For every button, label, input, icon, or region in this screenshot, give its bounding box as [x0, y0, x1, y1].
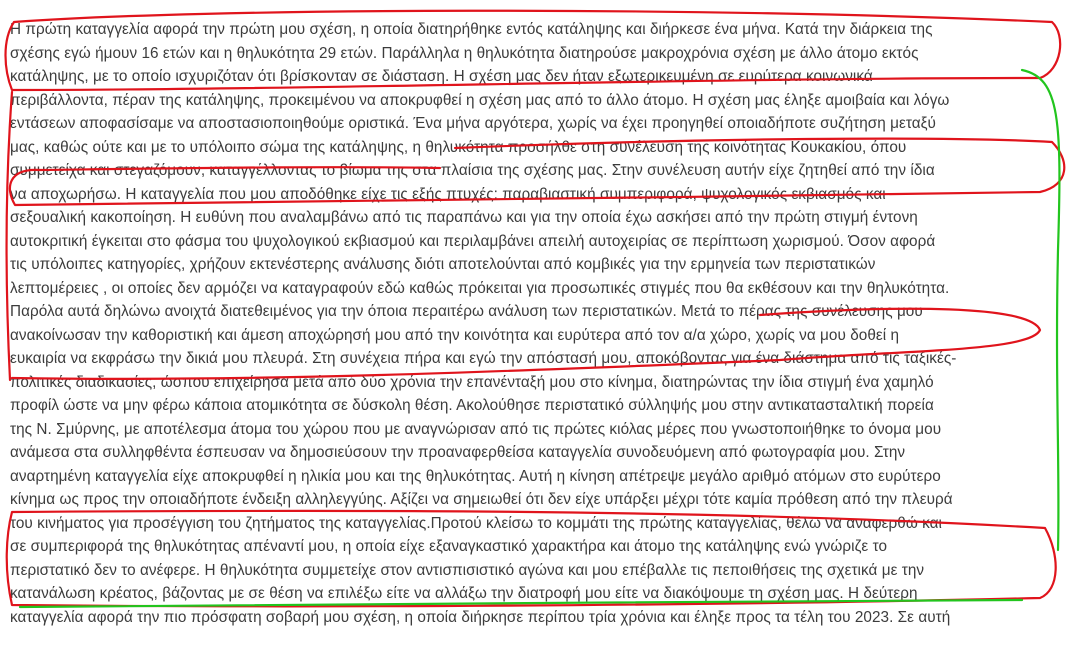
- text-line: αναρτημένη καταγγελία είχε αποκρυφθεί η ηλικία μου και της θηλυκότητας. Αυτή η κίνηση απέτρεψε μεγάλο αριθμό ατόμων στο ευρύτερο: [10, 468, 941, 485]
- text-line: κατανάλωση κρέατος, βάζοντας με σε θέση να επιλέξω είτε να αλλάξω την διατροφή μου είτε να διακόψουμε τη σχέση μας. Η δεύτερη: [10, 585, 918, 602]
- text-line: ευκαιρία να εκφράσω την δικιά μου πλευρά. Στη συνέχεια πήρα και εγώ την απόστασή μου, αποκόβοντας για ένα διάστημα από τις ταξικές-: [10, 350, 957, 367]
- text-line: σεξουαλική κακοποίηση. Η ευθύνη που αναλαμβάνω από τις παραπάνω και για την οποία έχω ασκήσει από την πρώτη στιγμή έντονη: [10, 209, 918, 226]
- text-line: περιβάλλοντα, πέραν της κατάληψης, προκειμένου να αποκρυφθεί η σχέση μας από το άλλο άτομο. Η σχέση μας έληξε αμοιβαία και λόγω: [10, 92, 950, 109]
- text-line: κατάληψης, με το οποίο ισχυριζόταν ότι βρίσκονταν σε διάσταση. Η σχέση μας δεν ήταν εξωτερικευμένη σε ευρύτερα κοινωνικά: [10, 68, 873, 85]
- text-line: προφίλ ώστε να μην φέρω κάποια ατομικότητα σε δύσκολη θέση. Ακολούθησε περιστατικό σύλληψής μου στην αντικατασταλτική πορεία: [10, 397, 934, 414]
- text-line: να αποχωρήσω. Η καταγγελία που μου αποδόθηκε είχε τις εξής πτυχές: παραβιαστική συμπεριφορά, ψυχολογικός εκβιασμός και: [10, 186, 886, 203]
- text-line: τις υπόλοιπες κατηγορίες, χρήζουν εκτενέστερης ανάλυσης διότι αποτελούνται από κομβικές για την ερμηνεία των περιστατικών: [10, 256, 876, 273]
- text-line: μας, καθώς ούτε και με το υπόλοιπο σώμα της κατάληψης, η θηλυκότητα προσήλθε στη συνέλευση της κοινότητας Κουκακίου, όπου: [10, 139, 907, 156]
- text-line: λεπτομέρειες , οι οποίες δεν αρμόζει να καταγραφούν εδώ καθώς πρόκειται για προσωπικές στιγμές που θα εκθέσουν και την θηλυκότητα.: [10, 280, 950, 297]
- text-line: συμμετείχα και στεγαζόμουν, καταγγέλλοντας το βίωμα της στα πλαίσια της σχέσης μας. Στην συνέλευση αυτήν είχε ζητηθεί από την ίδια: [10, 162, 935, 179]
- text-line: κίνημα ως προς την οποιαδήποτε ένδειξη αλληλεγγύης. Αξίζει να σημειωθεί ότι δεν είχε υπάρξει μέχρι τότε καμία πρόθεση από την πλευρά: [10, 491, 953, 508]
- text-line: ανακοίνωσαν την καθοριστική και άμεση αποχώρησή μου από την κοινότητα και ευρύτερα από τον α/α χώρο, χωρίς να μου δοθεί η: [10, 327, 900, 344]
- text-line: καταγγελία αφορά την πιο πρόσφατη σοβαρή μου σχέση, η οποία διήρκησε περίπου τρία χρόνια και έληξε προς τα τέλη του 2023. Σε αυτή: [10, 609, 951, 626]
- text-line: περιστατικό δεν το ανέφερε. Η θηλυκότητα συμμετείχε στον αντισπισιστικό αγώνα και μου επέβαλλε τις πεποιθήσεις της σχετικά με την: [10, 562, 925, 579]
- text-line: ανάμεσα στα συλληφθέντα έσπευσαν να δημοσιεύσουν την προαναφερθείσα καταγγελία συνοδευόμενη από φωτογραφία μου. Στην: [10, 444, 906, 461]
- text-line: αυτοκριτική έγκειται στο φάσμα του ψυχολογικού εκβιασμού και περιλαμβάνει απειλή αυτοχειρίας σε περίπτωση χωρισμού. Όσον αφορά: [10, 233, 936, 250]
- text-line: Παρόλα αυτά δηλώνω ανοιχτά διατεθειμένος για την όποια περαιτέρω ανάλυση των περιστατικών. Μετά το πέρας της συνέλευσης μου: [10, 303, 923, 320]
- text-line: εντάσεων αποφασίσαμε να αποστασιοποιηθούμε οριστικά. Ένα μήνα αργότερα, χωρίς να έχει προηγηθεί οποιαδήποτε συζήτηση μεταξύ: [10, 115, 936, 132]
- text-line: του κινήματος για προσέγγιση του ζητήματος της καταγγελίας.Προτού κλείσω το κομμάτι της πρώτης καταγγελίας, θέλω να αναφερθώ και: [10, 515, 942, 532]
- text-line: σε συμπεριφορά της θηλυκότητας απέναντί μου, η οποία είχε εξαναγκαστικό χαρακτήρα και άτομο της κατάληψης ενώ γνώριζε το: [10, 538, 888, 555]
- text-line: σχέσης εγώ ήμουν 16 ετών και η θηλυκότητα 29 ετών. Παράλληλα η θηλυκότητα διατηρούσε μακροχρόνια σχέση με άλλο άτομο εκτός: [10, 45, 919, 62]
- text-line: πολιτικές διαδικασίες, ώσπου επιχείρησα μετά από δύο χρόνια την επανένταξή μου στο κίνημα, διατηρώντας την ίδια στιγμή ένα χαμηλό: [10, 374, 934, 391]
- text-line: της Ν. Σμύρνης, με αποτέλεσμα άτομα του χώρου που με αναγνώρισαν από τις πρώτες κιόλας μέρες που γνωστοποιήθηκε το όνομα μου: [10, 421, 942, 438]
- text-line: Η πρώτη καταγγελία αφορά την πρώτη μου σχέση, η οποία διατηρήθηκε εντός κατάληψης και διήρκεσε ένα μήνα. Κατά την διάρκεια της: [10, 21, 933, 38]
